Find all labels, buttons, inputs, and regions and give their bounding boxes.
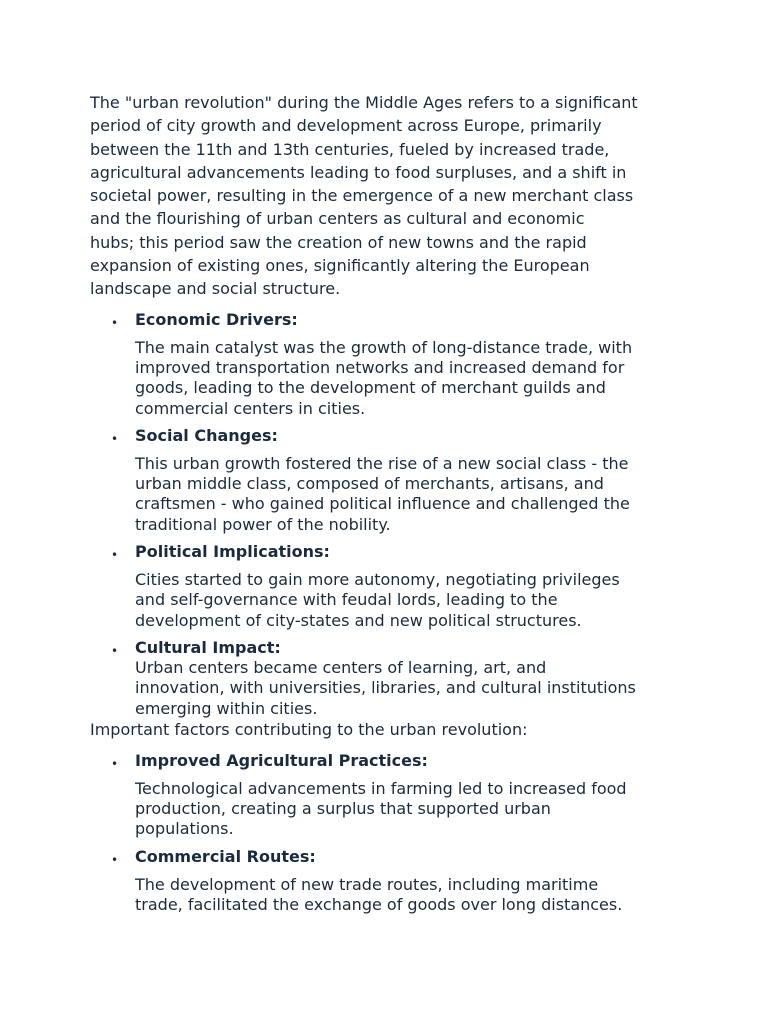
bullet-icon: • (111, 315, 119, 330)
bullet-icon: • (111, 548, 119, 563)
bullet-icon: • (111, 431, 119, 446)
intro-paragraph: The "urban revolution" during the Middle Ages refers to a significant period of city growth and development across Europe, primarily between the 11th and 13th centuries, fueled by increased trade, agricultural advancements leading to food surpluses, and a shift in societal power, resulting in the emergence of a new merchant class and the flourishing of urban centers as cultural and economic hubs; this period saw the creation of new towns and the rapid expansion of existing ones, significantly altering the European landscape and social structure. (90, 93, 638, 299)
bullet-title: Improved Agricultural Practices: (135, 750, 428, 770)
drivers-list (90, 310, 680, 719)
bullet-icon: • (111, 643, 119, 658)
bullet-icon: • (111, 852, 119, 867)
bullet-text: Technological advancements in farming led to increased food production, creating a surplus that supported urban populations. (135, 778, 627, 839)
list-item (90, 638, 680, 719)
bullet-text: Urban centers became centers of learning, art, and innovation, with universities, libraries, and cultural institutions emerging within cities. (135, 657, 636, 718)
factors-list (90, 751, 680, 915)
bullet-text: The main catalyst was the growth of long-distance trade, with improved transportation networks and increased demand for goods, leading to the development of merchant guilds and commercial centers in cities. (135, 337, 633, 418)
document-page (90, 91, 680, 922)
list-item (90, 310, 680, 419)
list-item (90, 426, 680, 535)
bullet-text: This urban growth fostered the rise of a new social class - the urban middle class, composed of merchants, artisans, and craftsmen - who gained political influence and challenged the traditional power of the nobility. (135, 453, 630, 534)
bullet-title: Economic Drivers: (135, 309, 298, 329)
bullet-title: Cultural Impact: (135, 637, 281, 657)
list-item (90, 751, 680, 840)
bullet-title: Social Changes: (135, 425, 278, 445)
bullet-icon: • (111, 756, 119, 771)
bullet-title: Political Implications: (135, 542, 330, 562)
bullet-text: The development of new trade routes, including maritime trade, facilitated the exchange of goods over long distances. (135, 874, 623, 915)
bullet-title: Commercial Routes: (135, 846, 316, 866)
bullet-text: Cities started to gain more autonomy, negotiating privileges and self-governance with feudal lords, leading to the development of city-states and new political structures. (135, 570, 620, 630)
list-item (90, 542, 680, 631)
list-item (90, 847, 680, 916)
factors-heading: Important factors contributing to the urban revolution: (90, 719, 528, 739)
